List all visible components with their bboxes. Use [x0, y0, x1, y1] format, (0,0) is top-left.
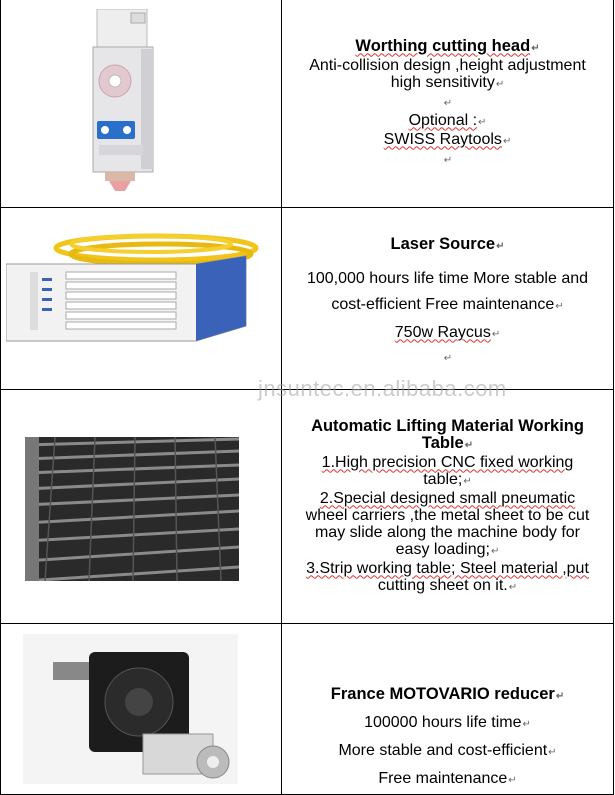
- working-table-line7: 3.Strip working table; Steel material ,put: [306, 559, 589, 577]
- working-table-line1: 1.High precision CNC fixed working: [321, 453, 574, 471]
- cutting-head-line2: high sensitivity↵: [390, 73, 505, 91]
- laser-source-line2: cost-efficient Free maintenance↵: [331, 295, 564, 313]
- reducer-image-cell: [1, 624, 282, 795]
- working-table-line4: wheel carriers ,the metal sheet to be cut: [305, 506, 590, 524]
- row-cutting-head: [1, 0, 614, 208]
- blank-mark: ↵: [443, 352, 453, 364]
- blank-mark: ↵: [443, 154, 453, 166]
- laser-source-line3: 750w Raycus↵: [394, 323, 501, 341]
- reducer-line1: 100000 hours life time↵: [364, 714, 531, 731]
- working-table-title-2: Table↵: [421, 433, 474, 452]
- cutting-head-image-cell: [1, 0, 282, 208]
- working-table-image: [25, 437, 239, 581]
- row-reducer: [1, 624, 614, 795]
- laser-source-line1: 100,000 hours life time More stable and: [306, 269, 589, 287]
- working-table-line8: cutting sheet on it.↵: [377, 576, 518, 594]
- blank-mark: ↵: [443, 97, 453, 109]
- reducer-image: [23, 634, 238, 784]
- laser-source-text-cell: [282, 208, 614, 390]
- working-table-line2: table;↵: [423, 470, 472, 488]
- cutting-head-line1: Anti-collision design ,height adjustment: [309, 56, 586, 74]
- laser-source-title: Laser Source↵: [390, 234, 505, 253]
- cutting-head-text-cell: [282, 0, 614, 208]
- working-table-line5: may slide along the machine body for: [314, 523, 581, 541]
- working-table-image-cell: [1, 390, 282, 624]
- reducer-line2: More stable and cost-efficient↵: [338, 742, 557, 759]
- working-table-title: Automatic Lifting Material Working: [311, 416, 584, 435]
- working-table-line6: easy loading;↵: [395, 540, 500, 558]
- working-table-line3: 2.Special designed small pneumatic: [319, 489, 576, 507]
- cutting-head-title: Worthing cutting head↵: [355, 36, 540, 55]
- row-working-table: [1, 390, 614, 624]
- reducer-text-cell: [282, 624, 614, 795]
- laser-source-image-cell: [1, 208, 282, 390]
- watermark: jnsuntec.en.alibaba.com: [258, 376, 507, 401]
- cutting-head-line3: Optional :↵: [408, 111, 487, 129]
- row-laser-source: [1, 208, 614, 390]
- reducer-title: France MOTOVARIO reducer↵: [330, 685, 565, 703]
- laser-source-image: [6, 226, 276, 346]
- cutting-head-image: [91, 9, 171, 194]
- cutting-head-line4: SWISS Raytools↵: [383, 130, 512, 148]
- reducer-line3: Free maintenance↵: [378, 770, 517, 787]
- working-table-text-cell: [282, 390, 614, 624]
